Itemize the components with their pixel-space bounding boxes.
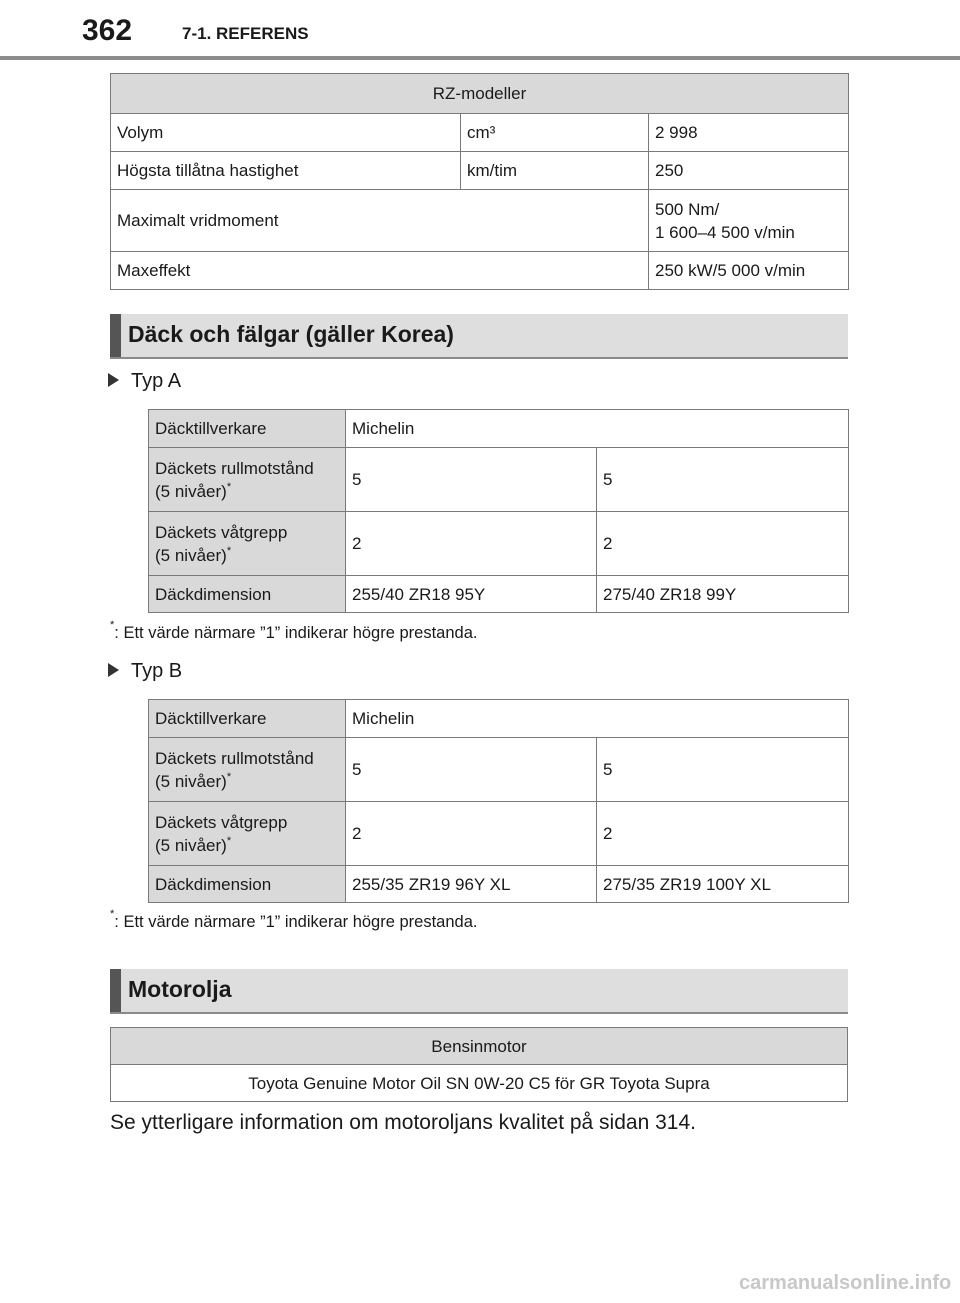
type-a-manufacturer-value: Michelin <box>346 410 849 448</box>
footnote-asterisk: * <box>226 770 232 783</box>
rz-volume-unit: cm³ <box>461 114 649 152</box>
type-b-footnote <box>110 908 478 932</box>
type-b-dimension-rear: 275/35 ZR19 100Y XL <box>597 866 849 903</box>
type-a-footnote <box>110 619 478 643</box>
type-b-wet-rear: 2 <box>597 802 849 866</box>
rz-models-table <box>110 73 849 290</box>
footnote-asterisk: * <box>226 544 232 557</box>
type-a-rolling-front: 5 <box>346 448 597 512</box>
watermark: carmanualsonline.info <box>739 1272 952 1294</box>
type-a-rolling-line2-wrap <box>155 480 339 503</box>
page-number: 362 <box>82 14 133 47</box>
type-b-wet-line2-wrap <box>155 834 339 857</box>
rz-speed-label: Högsta tillåtna hastighet <box>111 152 461 190</box>
rz-torque-label: Maximalt vridmoment <box>111 190 649 252</box>
type-b-wet-line2: (5 nivåer) <box>155 835 227 855</box>
type-b-rolling-rear: 5 <box>597 738 849 802</box>
type-a-manufacturer-label: Däcktillverkare <box>149 410 346 448</box>
rz-speed-unit: km/tim <box>461 152 649 190</box>
rz-power-label: Maxeffekt <box>111 252 649 290</box>
type-a-wet-line2-wrap <box>155 544 339 567</box>
rz-table-title: RZ-modeller <box>111 74 849 114</box>
type-a-dimension-label: Däckdimension <box>149 576 346 613</box>
type-a-wet-rear: 2 <box>597 512 849 576</box>
type-a-dimension-front: 255/40 ZR18 95Y <box>346 576 597 613</box>
header-divider <box>0 56 960 60</box>
type-a-wet-line2: (5 nivåer) <box>155 545 227 565</box>
type-b-wet-label <box>149 802 346 866</box>
rz-torque-value-line2: 1 600–4 500 v/min <box>655 222 795 242</box>
type-a-label <box>108 370 181 393</box>
bullet-triangle-icon <box>108 663 119 677</box>
oil-section-heading <box>110 969 848 1014</box>
type-a-wet-line1: Däckets våtgrepp <box>155 522 288 542</box>
type-a-dimension-rear: 275/40 ZR18 99Y <box>597 576 849 613</box>
type-a-rolling-rear: 5 <box>597 448 849 512</box>
type-b-rolling-front: 5 <box>346 738 597 802</box>
footnote-asterisk: * <box>110 619 115 631</box>
type-a-wet-label <box>149 512 346 576</box>
type-a-footnote-text: : Ett värde närmare ”1” indikerar högre prestanda. <box>114 624 478 642</box>
type-a-rolling-line1: Däckets rullmotstånd <box>155 458 314 478</box>
rz-torque-value <box>649 190 849 252</box>
type-a-label-text: Typ A <box>131 370 182 392</box>
bullet-triangle-icon <box>108 373 119 387</box>
oil-table-title: Bensinmotor <box>111 1028 848 1065</box>
footnote-asterisk: * <box>226 480 232 493</box>
type-b-footnote-text: : Ett värde närmare ”1” indikerar högre prestanda. <box>114 913 478 931</box>
type-b-dimension-label: Däckdimension <box>149 866 346 903</box>
rz-speed-value: 250 <box>649 152 849 190</box>
type-b-label <box>108 660 182 683</box>
heading-accent-bar <box>110 969 121 1012</box>
heading-accent-bar <box>110 314 121 357</box>
type-b-rolling-line2-wrap <box>155 770 339 793</box>
rz-torque-value-line1: 500 Nm/ <box>655 199 720 219</box>
type-b-dimension-front: 255/35 ZR19 96Y XL <box>346 866 597 903</box>
type-b-tire-table <box>148 699 849 903</box>
section-title: 7-1. REFERENS <box>182 24 309 43</box>
footnote-asterisk: * <box>226 834 232 847</box>
type-b-manufacturer-label: Däcktillverkare <box>149 700 346 738</box>
rz-volume-label: Volym <box>111 114 461 152</box>
footnote-asterisk: * <box>110 908 115 920</box>
type-b-label-text: Typ B <box>131 660 183 682</box>
type-b-rolling-line1: Däckets rullmotstånd <box>155 748 314 768</box>
type-a-tire-table <box>148 409 849 613</box>
type-a-wet-front: 2 <box>346 512 597 576</box>
type-a-rolling-line2: (5 nivåer) <box>155 481 227 501</box>
tires-section-heading <box>110 314 848 359</box>
oil-reference-note: Se ytterligare information om motoroljans kvalitet på sidan 314. <box>110 1111 696 1134</box>
rz-volume-value: 2 998 <box>649 114 849 152</box>
type-b-rolling-label <box>149 738 346 802</box>
type-b-manufacturer-value: Michelin <box>346 700 849 738</box>
tires-heading-text: Däck och fälgar (gäller Korea) <box>128 321 454 347</box>
oil-table-value: Toyota Genuine Motor Oil SN 0W-20 C5 för GR Toyota Supra <box>111 1065 848 1102</box>
type-b-wet-line1: Däckets våtgrepp <box>155 812 288 832</box>
oil-table <box>110 1027 848 1102</box>
type-b-wet-front: 2 <box>346 802 597 866</box>
type-b-rolling-line2: (5 nivåer) <box>155 771 227 791</box>
oil-heading-text: Motorolja <box>128 976 232 1002</box>
type-a-rolling-label <box>149 448 346 512</box>
rz-power-value: 250 kW/5 000 v/min <box>649 252 849 290</box>
